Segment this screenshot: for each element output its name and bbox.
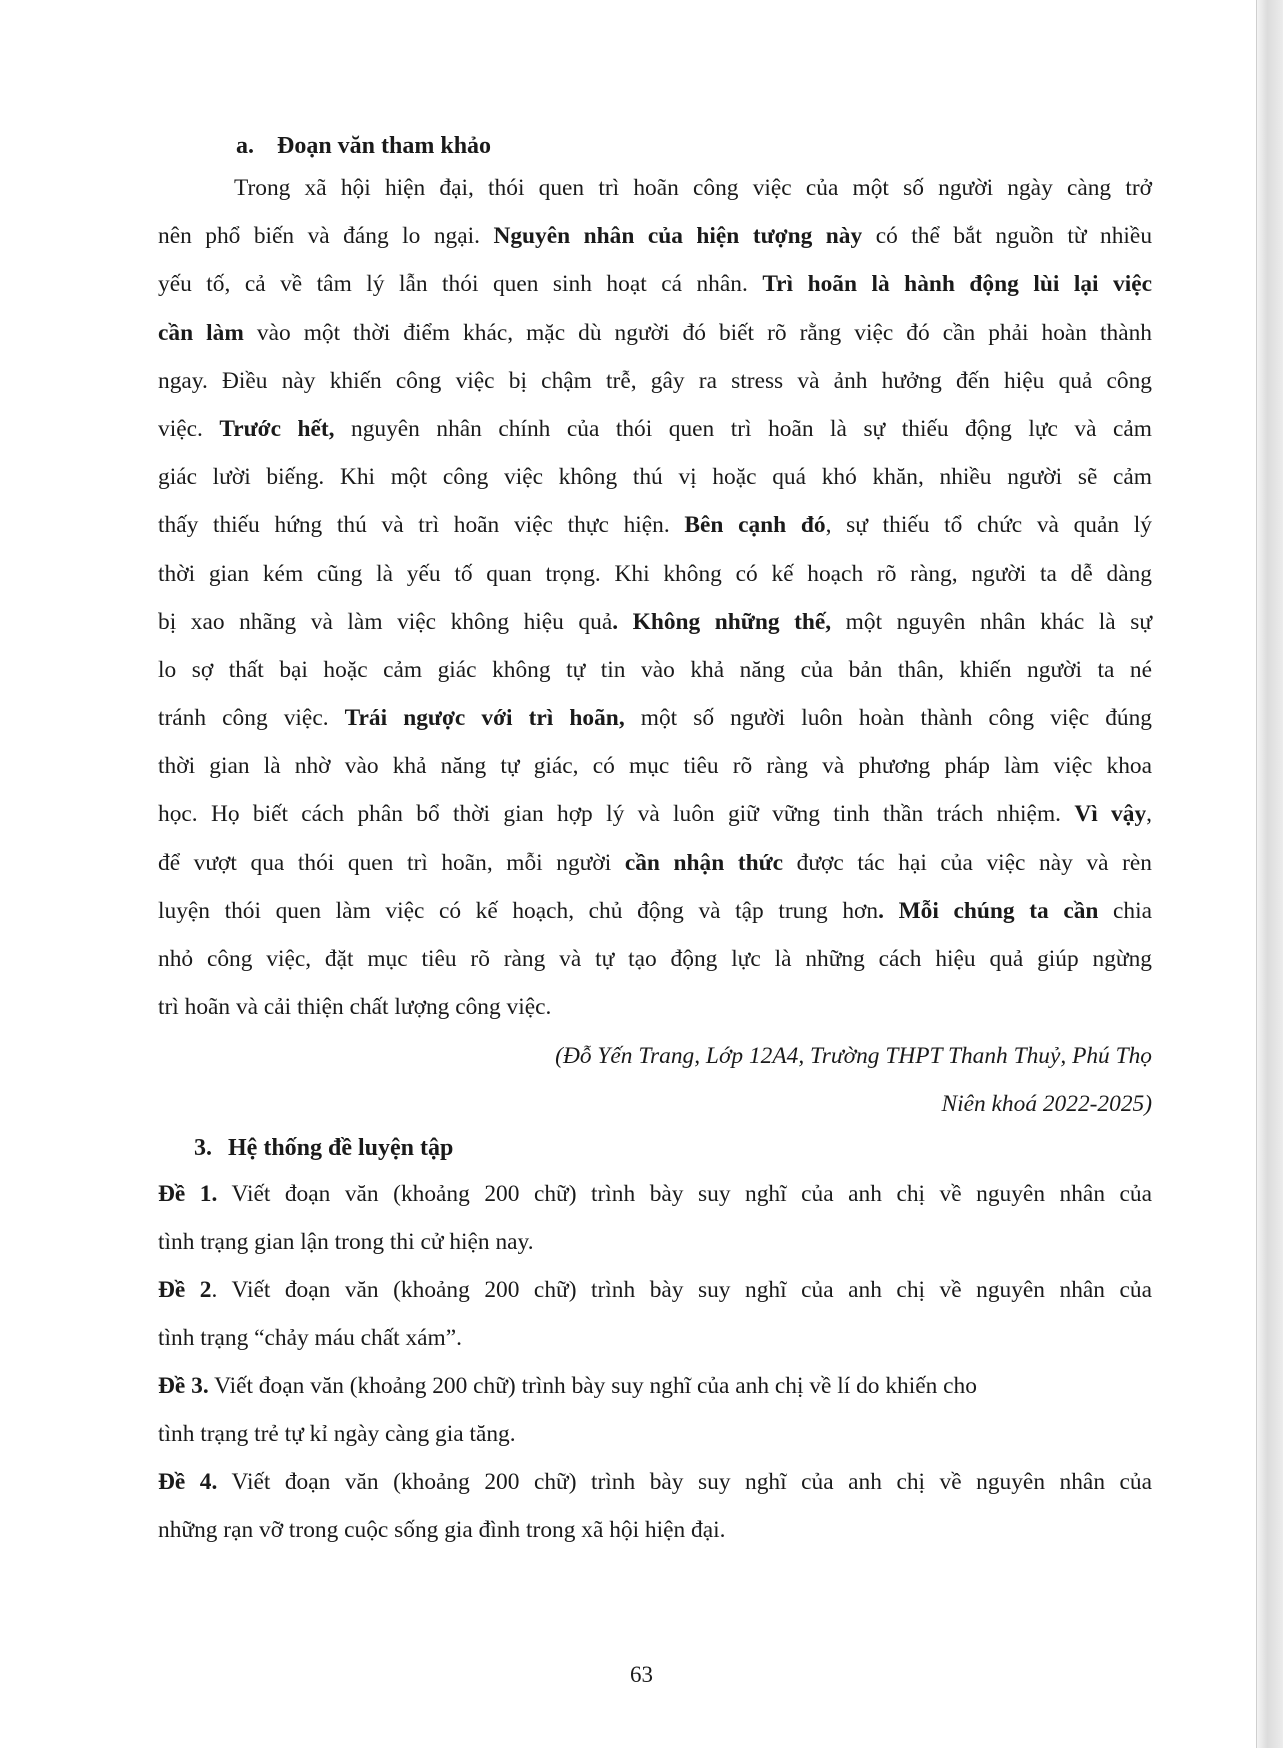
text-run: nhỏ công việc, đặt mục tiêu rõ ràng và tự tạo động lực là những cách hiệu quả giúp ngừng bbox=[158, 946, 1152, 972]
text-run: nguyên nhân chính của thói quen trì hoãn là sự thiếu động lực và cảm bbox=[334, 415, 1152, 442]
section-a-heading bbox=[236, 124, 491, 168]
paragraph-line bbox=[158, 646, 1152, 694]
text-run: được tác hại của việc này và rèn bbox=[783, 849, 1152, 876]
exercise-1-line-2: tình trạng gian lận trong thi cử hiện nay. bbox=[158, 1229, 534, 1255]
exercise-2-text-1: . Viết đoạn văn (khoảng 200 chữ) trình bày suy nghĩ của anh chị về nguyên nhân của bbox=[211, 1277, 1152, 1303]
exercise-1-text-1: Viết đoạn văn (khoảng 200 chữ) trình bày suy nghĩ của anh chị về nguyên nhân của bbox=[217, 1181, 1152, 1207]
text-run: có thể bắt nguồn từ nhiều bbox=[862, 223, 1153, 250]
text-run: bị xao nhãng và làm việc không hiệu quả bbox=[158, 608, 613, 635]
citation bbox=[555, 1032, 1152, 1128]
paragraph-line bbox=[158, 260, 1152, 308]
text-run: yếu tố, cả về tâm lý lẫn thói quen sinh hoạt cá nhân. bbox=[158, 271, 763, 298]
text-run: tránh công việc. bbox=[158, 705, 345, 732]
exercise-4 bbox=[158, 1458, 1152, 1554]
bold-phrase: Trái ngược với trì hoãn, bbox=[344, 705, 625, 732]
exercise-1-line-1 bbox=[158, 1170, 1152, 1218]
reference-paragraph bbox=[158, 164, 1152, 1031]
exercise-3 bbox=[158, 1362, 1152, 1458]
citation-line-1: (Đỗ Yến Trang, Lớp 12A4, Trường THPT Thanh Thuỷ, Phú Thọ bbox=[555, 1043, 1152, 1069]
paragraph-line bbox=[158, 405, 1152, 453]
exercise-4-text-1: Viết đoạn văn (khoảng 200 chữ) trình bày suy nghĩ của anh chị về nguyên nhân của bbox=[217, 1469, 1152, 1495]
paragraph-line bbox=[158, 935, 1152, 983]
text-run: học. Họ biết cách phân bổ thời gian hợp lý và luôn giữ vững tinh thần trách nhiệm. bbox=[158, 801, 1075, 828]
text-run: lo sợ thất bại hoặc cảm giác không tự tin vào khả năng của bản thân, khiến người ta né bbox=[158, 656, 1152, 683]
paragraph-line bbox=[158, 453, 1152, 501]
exercise-4-label: Đề 4. bbox=[158, 1469, 218, 1495]
exercise-3-line-2: tình trạng trẻ tự kỉ ngày càng gia tăng. bbox=[158, 1421, 516, 1447]
paragraph-line bbox=[158, 212, 1152, 260]
paragraph-line bbox=[158, 501, 1152, 549]
bold-phrase: Trì hoãn là hành động lùi lại việc bbox=[762, 271, 1153, 298]
bold-phrase: Vì vậy bbox=[1074, 801, 1147, 828]
text-run: giác lười biếng. Khi một công việc không thú vị hoặc quá khó khăn, nhiều người sẽ cảm bbox=[158, 464, 1152, 491]
text-run: nên phổ biến và đáng lo ngại. bbox=[158, 223, 494, 250]
bold-phrase: . Mỗi chúng ta cần bbox=[878, 897, 1099, 924]
section-a-title: Đoạn văn tham khảo bbox=[277, 133, 492, 159]
text-run: thời gian là nhờ vào khả năng tự giác, có mục tiêu rõ ràng và phương pháp làm việc khoa bbox=[158, 753, 1152, 780]
text-run: Trong xã hội hiện đại, thói quen trì hoãn công việc của một số người ngày càng trở bbox=[234, 175, 1152, 201]
citation-line-2: Niên khoá 2022-2025) bbox=[941, 1091, 1152, 1117]
text-run: để vượt qua thói quen trì hoãn, mỗi người bbox=[158, 849, 625, 876]
bold-phrase: cần nhận thức bbox=[624, 849, 784, 876]
text-run: vào một thời điểm khác, mặc dù người đó biết rõ rằng việc đó cần phải hoàn thành bbox=[243, 319, 1153, 346]
bold-phrase: Trước hết, bbox=[219, 415, 335, 442]
text-run: trì hoãn và cải thiện chất lượng công việc. bbox=[158, 994, 552, 1021]
bold-phrase: cần làm bbox=[158, 319, 244, 346]
text-run: , sự thiếu tổ chức và quản lý bbox=[825, 512, 1152, 539]
text-run: một nguyên nhân khác là sự bbox=[831, 608, 1152, 635]
exercise-2 bbox=[158, 1266, 1152, 1362]
text-run: một số người luôn hoàn thành công việc đúng bbox=[624, 705, 1152, 732]
exercise-4-line-1 bbox=[158, 1458, 1152, 1506]
exercise-4-line-2: những rạn vỡ trong cuộc sống gia đình trong xã hội hiện đại. bbox=[158, 1517, 726, 1543]
text-run: việc. bbox=[158, 415, 220, 442]
exercise-3-text-1: Viết đoạn văn (khoảng 200 chữ) trình bày suy nghĩ của anh chị về lí do khiến cho bbox=[208, 1373, 977, 1399]
bold-phrase: Nguyên nhân của hiện tượng này bbox=[493, 223, 863, 250]
page-number: 63 bbox=[630, 1662, 653, 1687]
section-3-title: Hệ thống đề luyện tập bbox=[228, 1135, 454, 1161]
exercise-1-label: Đề 1. bbox=[158, 1181, 218, 1207]
paragraph-line bbox=[158, 742, 1152, 790]
paragraph-line bbox=[158, 164, 1152, 212]
paragraph-line bbox=[158, 309, 1152, 357]
text-run: chia bbox=[1098, 897, 1152, 924]
text-run: thấy thiếu hứng thú và trì hoãn việc thực hiện. bbox=[158, 512, 685, 539]
exercise-1 bbox=[158, 1170, 1152, 1266]
text-run: luyện thói quen làm việc có kế hoạch, chủ động và tập trung hơn bbox=[158, 897, 879, 924]
bold-phrase: Bên cạnh đó bbox=[684, 512, 826, 539]
exercise-2-line-1 bbox=[158, 1266, 1152, 1314]
paragraph-line bbox=[158, 839, 1152, 887]
paragraph-line bbox=[158, 790, 1152, 838]
paragraph-line bbox=[158, 550, 1152, 598]
paragraph-line bbox=[158, 694, 1152, 742]
paragraph-line bbox=[158, 887, 1152, 935]
exercise-2-line-2: tình trạng “chảy máu chất xám”. bbox=[158, 1325, 462, 1351]
text-run: , bbox=[1146, 801, 1152, 828]
exercise-3-line-1 bbox=[158, 1362, 1152, 1410]
page-edge-shadow bbox=[1257, 0, 1283, 1748]
section-3-heading bbox=[194, 1126, 453, 1170]
paragraph-line bbox=[158, 983, 1152, 1031]
exercise-2-label: Đề 2 bbox=[158, 1277, 212, 1303]
section-3-number: 3. bbox=[194, 1135, 212, 1161]
section-a-number: a. bbox=[236, 133, 254, 159]
text-run: thời gian kém cũng là yếu tố quan trọng. Khi không có kế hoạch rõ ràng, người ta dễ dàng bbox=[158, 560, 1152, 587]
exercise-3-label: Đề 3. bbox=[158, 1373, 209, 1399]
paragraph-line bbox=[158, 357, 1152, 405]
bold-phrase: . Không những thế, bbox=[612, 608, 832, 635]
text-run: ngay. Điều này khiến công việc bị chậm trễ, gây ra stress và ảnh hưởng đến hiệu quả công bbox=[158, 367, 1152, 394]
paragraph-line bbox=[158, 598, 1152, 646]
